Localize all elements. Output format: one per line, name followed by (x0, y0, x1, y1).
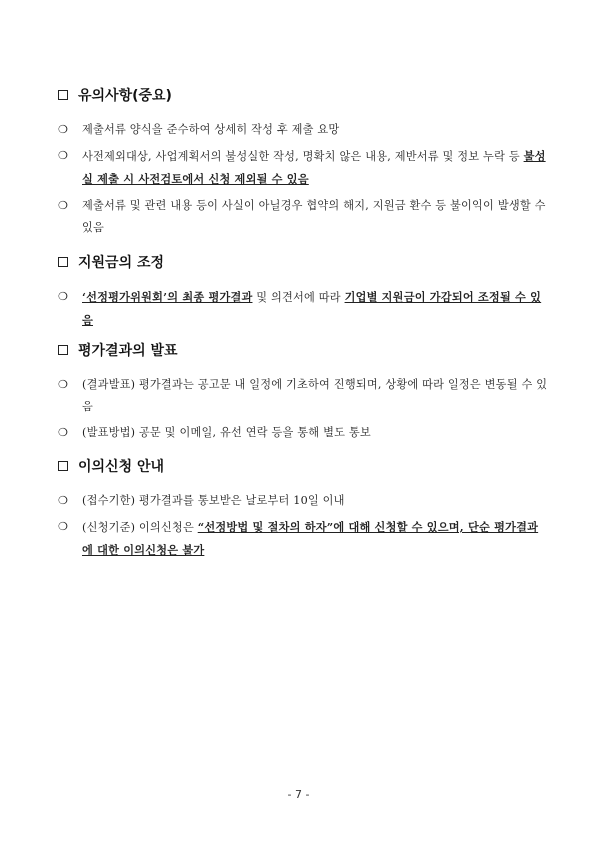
section-result-announcement (58, 340, 548, 444)
list-item (58, 119, 548, 141)
circle-bullet-icon: ❍ (58, 199, 69, 212)
item-text: 및 의견서에 따라 (252, 291, 345, 304)
list-item (58, 286, 548, 332)
list-item (58, 145, 548, 191)
list-item (58, 422, 548, 444)
section-heading (58, 456, 548, 476)
circle-bullet-icon: ❍ (58, 426, 69, 439)
item-text: 사전제외대상, 사업계획서의 불성실한 작성, 명확치 않은 내용, 제반서류 및 정보 누락 등 (82, 150, 524, 163)
emphasized-text: ‘선정평가위원회’의 최종 평가결과 (82, 290, 253, 304)
item-text: 제출서류 및 관련 내용 등이 사실이 아닐경우 협약의 해지, 지원금 환수 등 불이익이 발생할 수 있음 (82, 199, 546, 234)
emphasized-text: 불성실 제출 시 사전검토에서 신청 제외될 수 있음 (82, 149, 546, 186)
section-heading-text: 평가결과의 발표 (78, 343, 178, 359)
circle-bullet-icon: ❍ (58, 123, 69, 136)
list-item (58, 195, 548, 239)
section-subsidy-adjustment (58, 252, 548, 332)
section-heading-text: 이의신청 안내 (78, 459, 165, 475)
square-bullet-icon (58, 257, 68, 267)
item-text: (접수기한) 평가결과를 통보받은 날로부터 10일 이내 (82, 494, 345, 507)
item-text: (발표방법) 공문 및 이메일, 유선 연락 등을 통해 별도 통보 (82, 426, 371, 439)
square-bullet-icon (58, 461, 68, 471)
emphasized-text: “선정방법 및 절차의 하자”에 대해 신청할 수 있으며, 단순 평가결과에 대한 이의신청은 불가 (82, 520, 539, 557)
square-bullet-icon (58, 90, 68, 100)
item-text: (결과발표) 평가결과는 공고문 내 일정에 기초하여 진행되며, 상황에 따라 일정은 변동될 수 있음 (82, 378, 548, 413)
list-item (58, 516, 548, 562)
section-heading (58, 85, 548, 105)
section-heading (58, 252, 548, 272)
circle-bullet-icon: ❍ (58, 494, 69, 507)
circle-bullet-icon: ❍ (58, 520, 69, 533)
item-text: (신청기준) 이의신청은 (82, 521, 198, 534)
section-objection (58, 456, 548, 562)
circle-bullet-icon: ❍ (58, 290, 69, 303)
section-heading (58, 340, 548, 360)
page-number: - 7 - (287, 788, 310, 801)
list-item (58, 490, 548, 512)
emphasized-text: 기업별 지원금이 가감되어 조정될 수 있음 (82, 290, 542, 327)
list-item (58, 374, 548, 418)
section-heading-text: 지원금의 조정 (78, 255, 165, 271)
section-heading-text: 유의사항(중요) (78, 88, 172, 104)
square-bullet-icon (58, 345, 68, 355)
circle-bullet-icon: ❍ (58, 149, 69, 162)
item-text: 제출서류 양식을 준수하여 상세히 작성 후 제출 요망 (82, 123, 340, 136)
circle-bullet-icon: ❍ (58, 378, 69, 391)
section-notice (58, 85, 548, 239)
